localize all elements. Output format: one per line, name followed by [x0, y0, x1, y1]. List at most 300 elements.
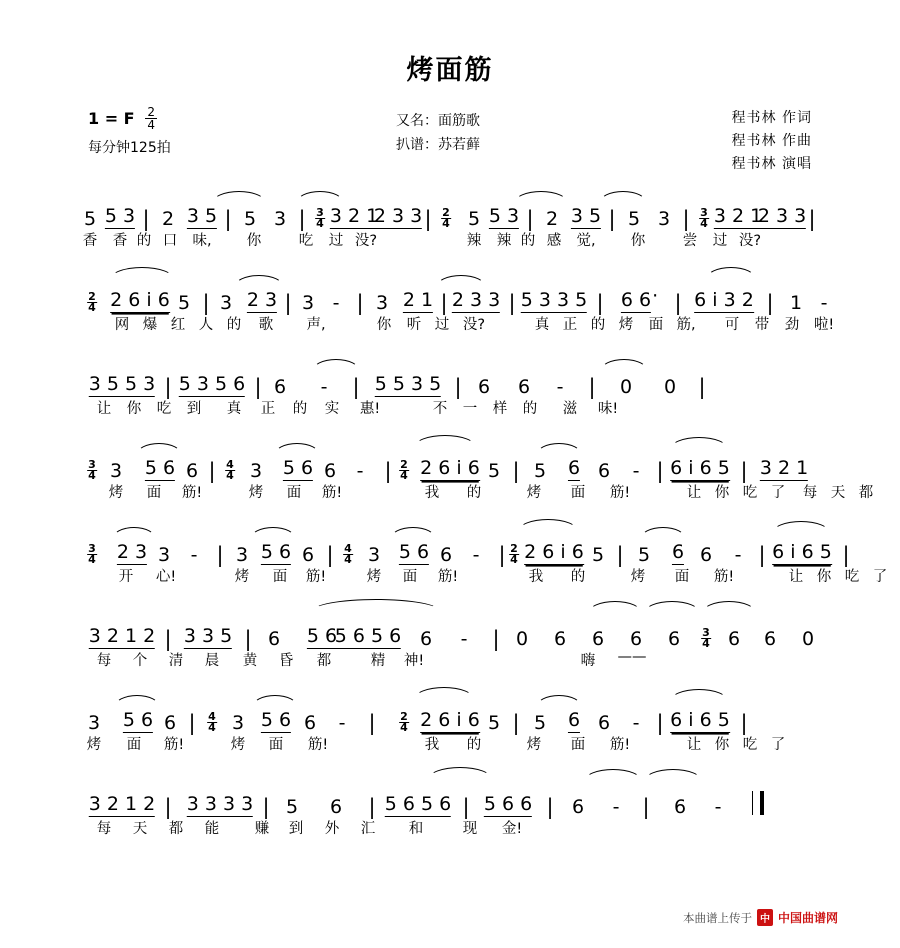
lyric-syllable: 面: [648, 317, 664, 333]
note: 6: [553, 628, 567, 650]
lyric-syllable: 让: [686, 485, 702, 501]
lyric-syllable: 歌: [258, 317, 274, 333]
lyric-syllable: 筋!: [609, 737, 631, 753]
lyric-syllable: 辣: [496, 233, 512, 249]
note: 5 6: [398, 541, 430, 563]
note: -: [714, 796, 722, 818]
time-signature-inline: 2 4: [400, 458, 408, 482]
lyric-syllable: 香: [112, 233, 128, 249]
slur: [390, 527, 436, 539]
barline: |: [698, 375, 706, 399]
slur: [136, 443, 182, 455]
note: 5: [487, 712, 501, 734]
lyric-syllable: 没?: [354, 233, 378, 249]
barline: |: [642, 795, 650, 819]
slur: [514, 191, 568, 203]
barline: |: [164, 795, 172, 819]
note: 2 3 3: [757, 205, 807, 227]
note: 5 6: [260, 541, 292, 563]
lyric-syllable: 你: [816, 569, 832, 585]
lyric-syllable: 正: [562, 317, 578, 333]
lyric-syllable: 味!: [597, 401, 619, 417]
note: 5: [177, 292, 191, 314]
note: 5 5 3 5: [374, 373, 442, 395]
note: 1: [789, 292, 803, 314]
lyric-syllable: 神!: [403, 653, 425, 669]
music-system: [0, 777, 900, 861]
barline: |: [284, 291, 292, 315]
barline: |: [616, 543, 624, 567]
lyric-syllable: 了: [770, 737, 786, 753]
lyric-syllable: 烤: [618, 317, 634, 333]
lyric-syllable: 我: [424, 485, 440, 501]
slur: [252, 695, 298, 707]
lyric-syllable: 你: [714, 485, 730, 501]
lyric-syllable: 爆: [142, 317, 158, 333]
lyric-syllable: 每: [96, 653, 112, 669]
barline: |: [208, 459, 216, 483]
barline: |: [224, 207, 232, 231]
music-system: [0, 693, 900, 777]
lyric-syllable: 昏: [278, 653, 294, 669]
barline: |: [492, 627, 500, 651]
note: 2 3: [246, 289, 278, 311]
lyric-syllable: 面: [570, 485, 586, 501]
note-row: [84, 777, 830, 817]
lyric-syllable: 口: [162, 233, 178, 249]
lyric-syllable: 的: [226, 317, 242, 333]
barline: |: [298, 207, 306, 231]
note: 3: [87, 712, 101, 734]
note: -: [460, 628, 468, 650]
lyric-row: [84, 313, 835, 339]
barline: |: [356, 291, 364, 315]
lyric-syllable: 过: [328, 233, 344, 249]
note: 3: [301, 292, 315, 314]
page-title: 烤面筋: [406, 55, 494, 86]
note: 5 6: [260, 709, 292, 731]
lyric-syllable: 我: [528, 569, 544, 585]
time-signature-inline: 3 4: [88, 458, 96, 482]
barline: |: [254, 375, 262, 399]
lyric-syllable: 都: [168, 821, 184, 837]
lyric-syllable: 筋,: [676, 317, 696, 333]
note: 6: [673, 796, 687, 818]
note-row: [84, 693, 830, 733]
tempo-marking: 每分钟125拍: [88, 140, 171, 156]
barline: |: [596, 291, 604, 315]
barline: |: [656, 711, 664, 735]
site-name[interactable]: 中国曲谱网: [777, 911, 838, 925]
lyric-syllable: 过: [712, 233, 728, 249]
slur: [296, 191, 344, 203]
note: 6: [303, 712, 317, 734]
barline: |: [142, 207, 150, 231]
alt-title: 又名：面筋歌: [396, 113, 480, 129]
lyric-syllable: 天: [132, 821, 148, 837]
barline: |: [512, 711, 520, 735]
note: 3 2 1 2: [88, 625, 156, 647]
credit-singer: 程书林 演唱: [731, 156, 812, 172]
barline: |: [326, 543, 334, 567]
lyric-syllable: ——: [617, 649, 647, 665]
lyric-syllable: 汇: [360, 821, 376, 837]
lyric-syllable: 你: [714, 737, 730, 753]
lyric-syllable: 你: [630, 233, 646, 249]
note: 6: [597, 460, 611, 482]
lyric-syllable: 我: [424, 737, 440, 753]
barline: |: [188, 711, 196, 735]
lyric-syllable: 让: [788, 569, 804, 585]
note: -: [632, 460, 640, 482]
note: -: [556, 376, 564, 398]
lyric-syllable: 一: [462, 401, 478, 417]
lyric-syllable: 筋!: [713, 569, 735, 585]
music-system: [0, 189, 900, 273]
music-system: [0, 273, 900, 357]
note: 2 3 3: [451, 289, 501, 311]
slur: [112, 527, 156, 539]
note: 5 3 5 6: [178, 373, 246, 395]
lyric-syllable: 带: [754, 317, 770, 333]
note: 0: [515, 628, 529, 650]
transcriber-credit: 扒谱：苏若藓: [396, 137, 480, 153]
note: 3: [375, 292, 389, 314]
lyric-row: [84, 733, 830, 759]
lyric-row: [84, 817, 830, 843]
lyric-syllable: 吃: [742, 485, 758, 501]
barline: |: [424, 207, 432, 231]
lyric-syllable: 每: [802, 485, 818, 501]
time-signature-inline: 4 4: [226, 458, 234, 482]
note: 3 2 1 2: [88, 793, 156, 815]
lyric-syllable: 天: [830, 485, 846, 501]
note: 6: [597, 712, 611, 734]
site-badge-icon: 中: [757, 909, 773, 926]
note: 6: [567, 457, 581, 479]
barline: |: [368, 795, 376, 819]
lyric-syllable: 烤: [526, 737, 542, 753]
lyric-syllable: 觉,: [576, 233, 596, 249]
barline: |: [462, 795, 470, 819]
lyric-syllable: 面: [126, 737, 142, 753]
slur: [536, 695, 582, 707]
lyric-syllable: 吃: [298, 233, 314, 249]
lyric-syllable: 的: [466, 485, 482, 501]
lyric-syllable: 听: [406, 317, 422, 333]
lyric-syllable: 烤: [234, 569, 250, 585]
lyric-syllable: 面: [286, 485, 302, 501]
lyric-syllable: 了: [872, 569, 888, 585]
note: -: [338, 712, 346, 734]
note: 3: [273, 208, 287, 230]
note: 2 1: [402, 289, 434, 311]
subtitle-block: [396, 109, 480, 157]
lyric-syllable: 嗨: [580, 653, 596, 669]
lyric-syllable: 了: [770, 485, 786, 501]
barline: |: [808, 207, 816, 231]
slur: [312, 359, 360, 371]
lyric-syllable: 感: [546, 233, 562, 249]
lyric-syllable: 尝: [682, 233, 698, 249]
lyric-syllable: 面: [272, 569, 288, 585]
lyric-syllable: 筋!: [321, 485, 343, 501]
lyric-syllable: 不: [432, 401, 448, 417]
note: 5: [285, 796, 299, 818]
note: -: [332, 292, 340, 314]
lyric-syllable: 的: [570, 569, 586, 585]
slur: [640, 527, 686, 539]
lyric-syllable: 声,: [306, 317, 326, 333]
footer-credit: [683, 909, 838, 926]
note: 6: [591, 628, 605, 650]
music-system: [0, 441, 900, 525]
note: 0: [801, 628, 815, 650]
lyric-syllable: 红: [170, 317, 186, 333]
lyric-syllable: 筋!: [609, 485, 631, 501]
note: 0: [619, 376, 633, 398]
note: 2: [545, 208, 559, 230]
note: 6: [301, 544, 315, 566]
note: 3: [657, 208, 671, 230]
time-signature-inline: 2 4: [442, 206, 450, 230]
lyric-syllable: 啦!: [813, 317, 835, 333]
note: 5 6: [144, 457, 176, 479]
time-signature-inline: 4 4: [344, 542, 352, 566]
lyric-syllable: 香: [82, 233, 98, 249]
lyric-syllable: 你: [246, 233, 262, 249]
lyric-syllable: 能: [204, 821, 220, 837]
barline: |: [216, 543, 224, 567]
note: 5: [83, 208, 97, 230]
credit-composer: 程书林 作曲: [731, 133, 812, 149]
note: 6 i 6 5: [772, 541, 832, 563]
barline: |: [508, 291, 516, 315]
lyric-syllable: 个: [132, 653, 148, 669]
note: 5: [591, 544, 605, 566]
score-header: [0, 105, 900, 183]
lyric-syllable: 的: [466, 737, 482, 753]
lyric-syllable: 筋!: [163, 737, 185, 753]
lyric-syllable: 真: [226, 401, 242, 417]
time-signature: [145, 106, 157, 131]
time-signature-denominator: 4: [147, 118, 156, 132]
barline: |: [608, 207, 616, 231]
lyric-syllable: 烤: [526, 485, 542, 501]
lyric-syllable: 劲: [784, 317, 800, 333]
lyric-syllable: 烤: [108, 485, 124, 501]
note: 5: [533, 712, 547, 734]
lyric-syllable: 过: [434, 317, 450, 333]
music-systems: [0, 189, 900, 861]
note: 5 3: [104, 205, 136, 227]
note: 6: [671, 541, 685, 563]
slur: [114, 695, 160, 707]
note: -: [632, 712, 640, 734]
time-signature-inline: 3 4: [700, 206, 708, 230]
lyric-syllable: 的: [520, 233, 536, 249]
lyric-syllable: 烤: [630, 569, 646, 585]
note: 2: [161, 208, 175, 230]
lyric-row: [84, 649, 830, 675]
note-row: [84, 357, 830, 397]
credit-lyricist: 程书林 作词: [731, 110, 812, 126]
lyric-syllable: 精: [370, 653, 386, 669]
note: 3: [157, 544, 171, 566]
note: 5: [533, 460, 547, 482]
note: 0: [663, 376, 677, 398]
lyric-syllable: 滋: [562, 401, 578, 417]
lyric-syllable: 面: [146, 485, 162, 501]
note: 3 5 5 3: [88, 373, 156, 395]
lyric-syllable: 筋!: [307, 737, 329, 753]
lyric-syllable: 面: [402, 569, 418, 585]
note: 3 3 3 3: [186, 793, 254, 815]
lyric-syllable: 味,: [192, 233, 212, 249]
lyric-row: [84, 229, 830, 255]
note: 6: [567, 709, 581, 731]
lyric-syllable: 到: [288, 821, 304, 837]
barline: |: [740, 459, 748, 483]
lyric-syllable: 你: [376, 317, 392, 333]
barline: |: [740, 711, 748, 735]
note: 3: [249, 460, 263, 482]
note: 2 6 i 6: [420, 457, 480, 479]
lyric-syllable: 的: [522, 401, 538, 417]
lyric-syllable: 烤: [86, 737, 102, 753]
barline: |: [368, 711, 376, 735]
lyric-syllable: 面: [268, 737, 284, 753]
lyric-syllable: 烤: [248, 485, 264, 501]
note: 6: [163, 712, 177, 734]
barline: |: [454, 375, 462, 399]
note: 6: [439, 544, 453, 566]
barline: |: [164, 627, 172, 651]
lyric-syllable: 筋!: [181, 485, 203, 501]
time-signature-inline: 3 4: [316, 206, 324, 230]
key-label: 1 = F: [88, 109, 135, 128]
note: 5 3: [488, 205, 520, 227]
slur: [536, 443, 582, 455]
note: 3 3 5: [183, 625, 233, 647]
slur: [234, 275, 284, 287]
slur: [436, 275, 486, 287]
music-system: [0, 357, 900, 441]
lyric-syllable: 都: [858, 485, 874, 501]
note-row: [84, 273, 830, 313]
note: 3: [367, 544, 381, 566]
note: 5: [627, 208, 641, 230]
lyric-syllable: 面: [570, 737, 586, 753]
slur: [599, 191, 647, 203]
lyric-syllable: 烤: [366, 569, 382, 585]
barline: |: [262, 795, 270, 819]
slur: [600, 359, 648, 371]
note: 5 6: [122, 709, 154, 731]
note: 6: [477, 376, 491, 398]
lyric-syllable: 和: [408, 821, 424, 837]
lyric-row: [84, 397, 830, 423]
note: -: [612, 796, 620, 818]
barline: |: [440, 291, 448, 315]
barline: |: [766, 291, 774, 315]
note: 5 6 5 6: [334, 625, 402, 647]
key-signature: [88, 107, 157, 132]
lyric-syllable: 清: [168, 653, 184, 669]
lyric-syllable: 没?: [462, 317, 486, 333]
barline: |: [682, 207, 690, 231]
note: 3: [231, 712, 245, 734]
note: 6: [763, 628, 777, 650]
time-signature-inline: 2 4: [510, 542, 518, 566]
note: 6: [517, 376, 531, 398]
barline: |: [164, 375, 172, 399]
note: 6: [329, 796, 343, 818]
note: 6 i 6 5: [670, 457, 730, 479]
lyric-syllable: 的: [292, 401, 308, 417]
lyric-syllable: 面: [674, 569, 690, 585]
barline: |: [546, 795, 554, 819]
lyric-syllable: 人: [198, 317, 214, 333]
note: -: [820, 292, 828, 314]
final-barline: [752, 791, 764, 815]
note: 5 6 6: [483, 793, 533, 815]
lyric-syllable: 吃: [156, 401, 172, 417]
barline: |: [498, 543, 506, 567]
lyric-syllable: 黄: [242, 653, 258, 669]
sheet-music-page: [0, 48, 900, 948]
barline: |: [384, 459, 392, 483]
note: 3 2 1: [713, 205, 763, 227]
lyric-row: [84, 481, 874, 507]
barline: |: [526, 207, 534, 231]
lyric-syllable: 让: [686, 737, 702, 753]
barline: |: [842, 543, 850, 567]
lyric-row: [84, 565, 888, 591]
lyric-syllable: 正: [260, 401, 276, 417]
note: 3: [235, 544, 249, 566]
barline: |: [674, 291, 682, 315]
time-signature-numerator: 2: [147, 105, 156, 119]
note: 6 i 3 2: [694, 289, 754, 311]
note: 3 2 1: [329, 205, 379, 227]
time-signature-inline: 4 4: [208, 710, 216, 734]
slur: [274, 443, 320, 455]
note: 2 6 i 6: [110, 289, 170, 311]
lyric-syllable: 晨: [204, 653, 220, 669]
note: 6: [267, 628, 281, 650]
barline: |: [588, 375, 596, 399]
barline: |: [202, 291, 210, 315]
note: 6: [727, 628, 741, 650]
note: 5: [467, 208, 481, 230]
lyric-syllable: 真: [534, 317, 550, 333]
note: 6: [667, 628, 681, 650]
note: 6: [571, 796, 585, 818]
barline: |: [512, 459, 520, 483]
lyric-syllable: 赚: [254, 821, 270, 837]
lyric-syllable: 吃: [844, 569, 860, 585]
note: 6: [273, 376, 287, 398]
note: -: [320, 376, 328, 398]
lyric-syllable: 的: [136, 233, 152, 249]
note: -: [356, 460, 364, 482]
note: 6: [629, 628, 643, 650]
lyric-syllable: 烤: [230, 737, 246, 753]
time-signature-inline: 2 4: [88, 290, 96, 314]
lyric-syllable: 外: [324, 821, 340, 837]
note: 5: [243, 208, 257, 230]
